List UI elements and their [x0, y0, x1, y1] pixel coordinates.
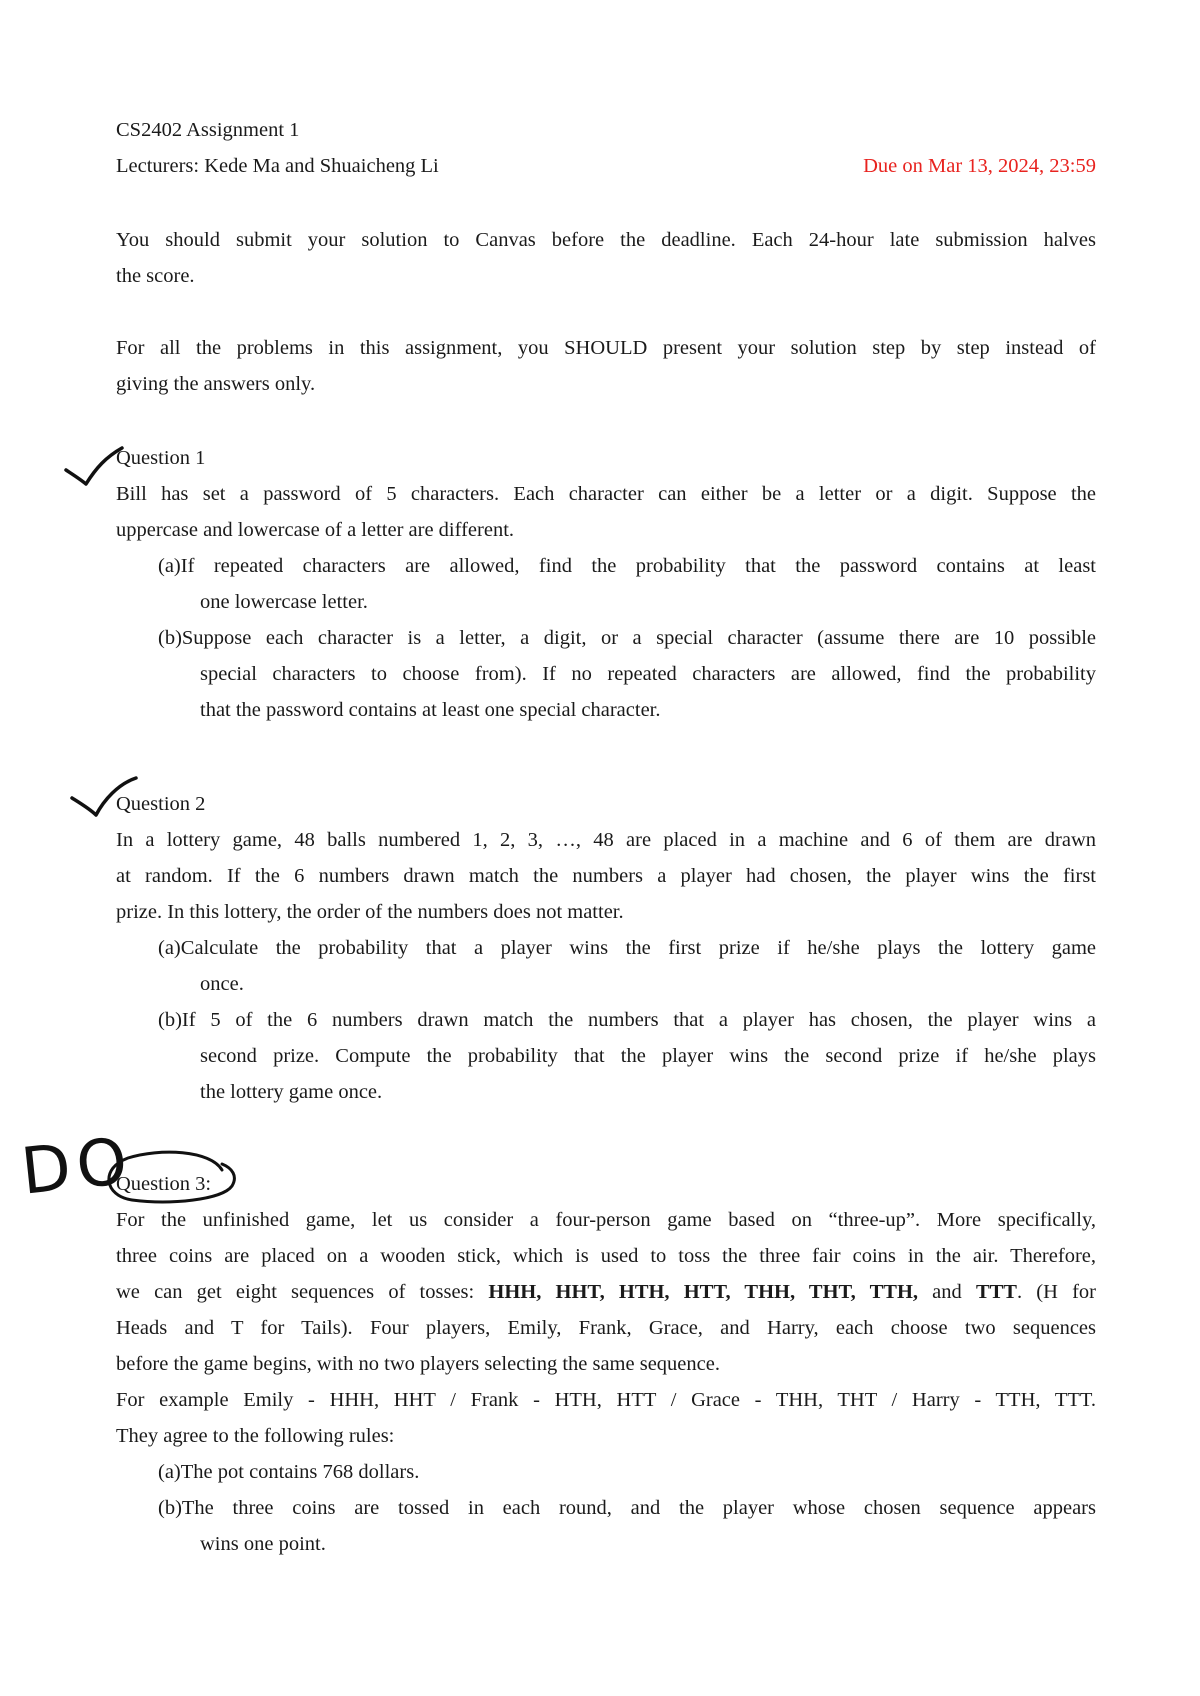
intro-paragraph-2-line-1: For all the problems in this assignment, you SHOULD present your solution step by step instead of: [116, 337, 1096, 359]
question-3-title: Question 3:: [116, 1173, 212, 1195]
handwritten-note: DO: [17, 1124, 137, 1210]
question-3-line-2: three coins are placed on a wooden stick, which is used to toss the three fair coins in the air. Therefore,: [116, 1245, 1096, 1267]
lecturers-line: Lecturers: Kede Ma and Shuaicheng Li: [116, 155, 439, 177]
question-1-item-b-line-2: special characters to choose from). If no repeated characters are allowed, find the probability: [200, 663, 1096, 685]
intro-paragraph-2-line-2: giving the answers only.: [116, 373, 316, 395]
item-label: (a): [158, 1461, 181, 1483]
question-3-line-7: They agree to the following rules:: [116, 1425, 395, 1447]
text-segment: and: [918, 1281, 976, 1303]
question-3-item-b-line-2: wins one point.: [200, 1533, 326, 1555]
question-2-item-b-line-2: second prize. Compute the probability that the player wins the second prize if he/she plays: [200, 1045, 1096, 1067]
question-1-item-a: [158, 548, 1096, 585]
question-1-title: Question 1: [116, 447, 206, 469]
question-3-line-3: [116, 1274, 1096, 1311]
intro-paragraph-1-line-1: You should submit your solution to Canvas before the deadline. Each 24-hour late submission halves: [116, 229, 1096, 251]
item-text: The pot contains 768 dollars.: [180, 1461, 420, 1483]
sequence-list: HHH, HHT, HTH, HTT, THH, THT, TTH,: [488, 1281, 919, 1303]
intro-paragraph-1-line-2: the score.: [116, 265, 195, 287]
item-label: (a): [158, 937, 181, 959]
text-segment: . (H for: [1016, 1281, 1096, 1303]
checkmark-icon: [66, 448, 122, 484]
item-label: (a): [158, 555, 181, 577]
question-2-line: In a lottery game, 48 balls numbered 1, 2, 3, …, 48 are placed in a machine and 6 of them are drawn: [116, 829, 1096, 851]
question-3-line-5: before the game begins, with no two players selecting the same sequence.: [116, 1353, 720, 1375]
question-2-item-a-line-2: once.: [200, 973, 244, 995]
question-1-line: uppercase and lowercase of a letter are different.: [116, 519, 515, 541]
question-1-item-a-line-2: one lowercase letter.: [200, 591, 368, 613]
question-2-item-b-line-3: the lottery game once.: [200, 1081, 383, 1103]
sequence-last: TTT: [975, 1281, 1017, 1303]
question-3-line-4: Heads and T for Tails). Four players, Emily, Frank, Grace, and Harry, each choose two sequences: [116, 1317, 1096, 1339]
question-3-line-1: For the unfinished game, let us consider a four-person game based on “three-up”. More specifically,: [116, 1209, 1096, 1231]
question-3-line-6: For example Emily - HHH, HHT / Frank - HTH, HTT / Grace - THH, THT / Harry - TTH, TTT.: [116, 1389, 1096, 1411]
question-1-item-b-line-3: that the password contains at least one special character.: [200, 699, 661, 721]
item-label: (b): [158, 1497, 182, 1519]
question-2-line: at random. If the 6 numbers drawn match the numbers a player had chosen, the player wins the first: [116, 865, 1096, 887]
question-2-item-b: [158, 1002, 1096, 1039]
item-text: If repeated characters are allowed, find the probability that the password contains at least: [180, 555, 1096, 577]
question-1-item-b: [158, 620, 1096, 657]
question-2-line: prize. In this lottery, the order of the numbers does not matter.: [116, 901, 624, 923]
assignment-title: CS2402 Assignment 1: [116, 119, 300, 141]
item-text: If 5 of the 6 numbers drawn match the numbers that a player has chosen, the player wins a: [181, 1009, 1096, 1031]
question-3-item-b: [158, 1490, 1096, 1527]
item-text: Calculate the probability that a player wins the first prize if he/she plays the lottery game: [180, 937, 1096, 959]
due-date: Due on Mar 13, 2024, 23:59: [863, 155, 1096, 177]
question-3-item-a: [158, 1454, 1096, 1491]
question-2-title: Question 2: [116, 793, 206, 815]
item-label: (b): [158, 1009, 182, 1031]
text-segment: we can get eight sequences of tosses:: [116, 1281, 489, 1303]
question-2-item-a: [158, 930, 1096, 967]
item-text: Suppose each character is a letter, a digit, or a special character (assume there are 10 possible: [181, 627, 1096, 649]
item-text: The three coins are tossed in each round, and the player whose chosen sequence appears: [181, 1497, 1096, 1519]
item-label: (b): [158, 627, 182, 649]
question-1-line: Bill has set a password of 5 characters. Each character can either be a letter or a digit. Suppose the: [116, 483, 1096, 505]
